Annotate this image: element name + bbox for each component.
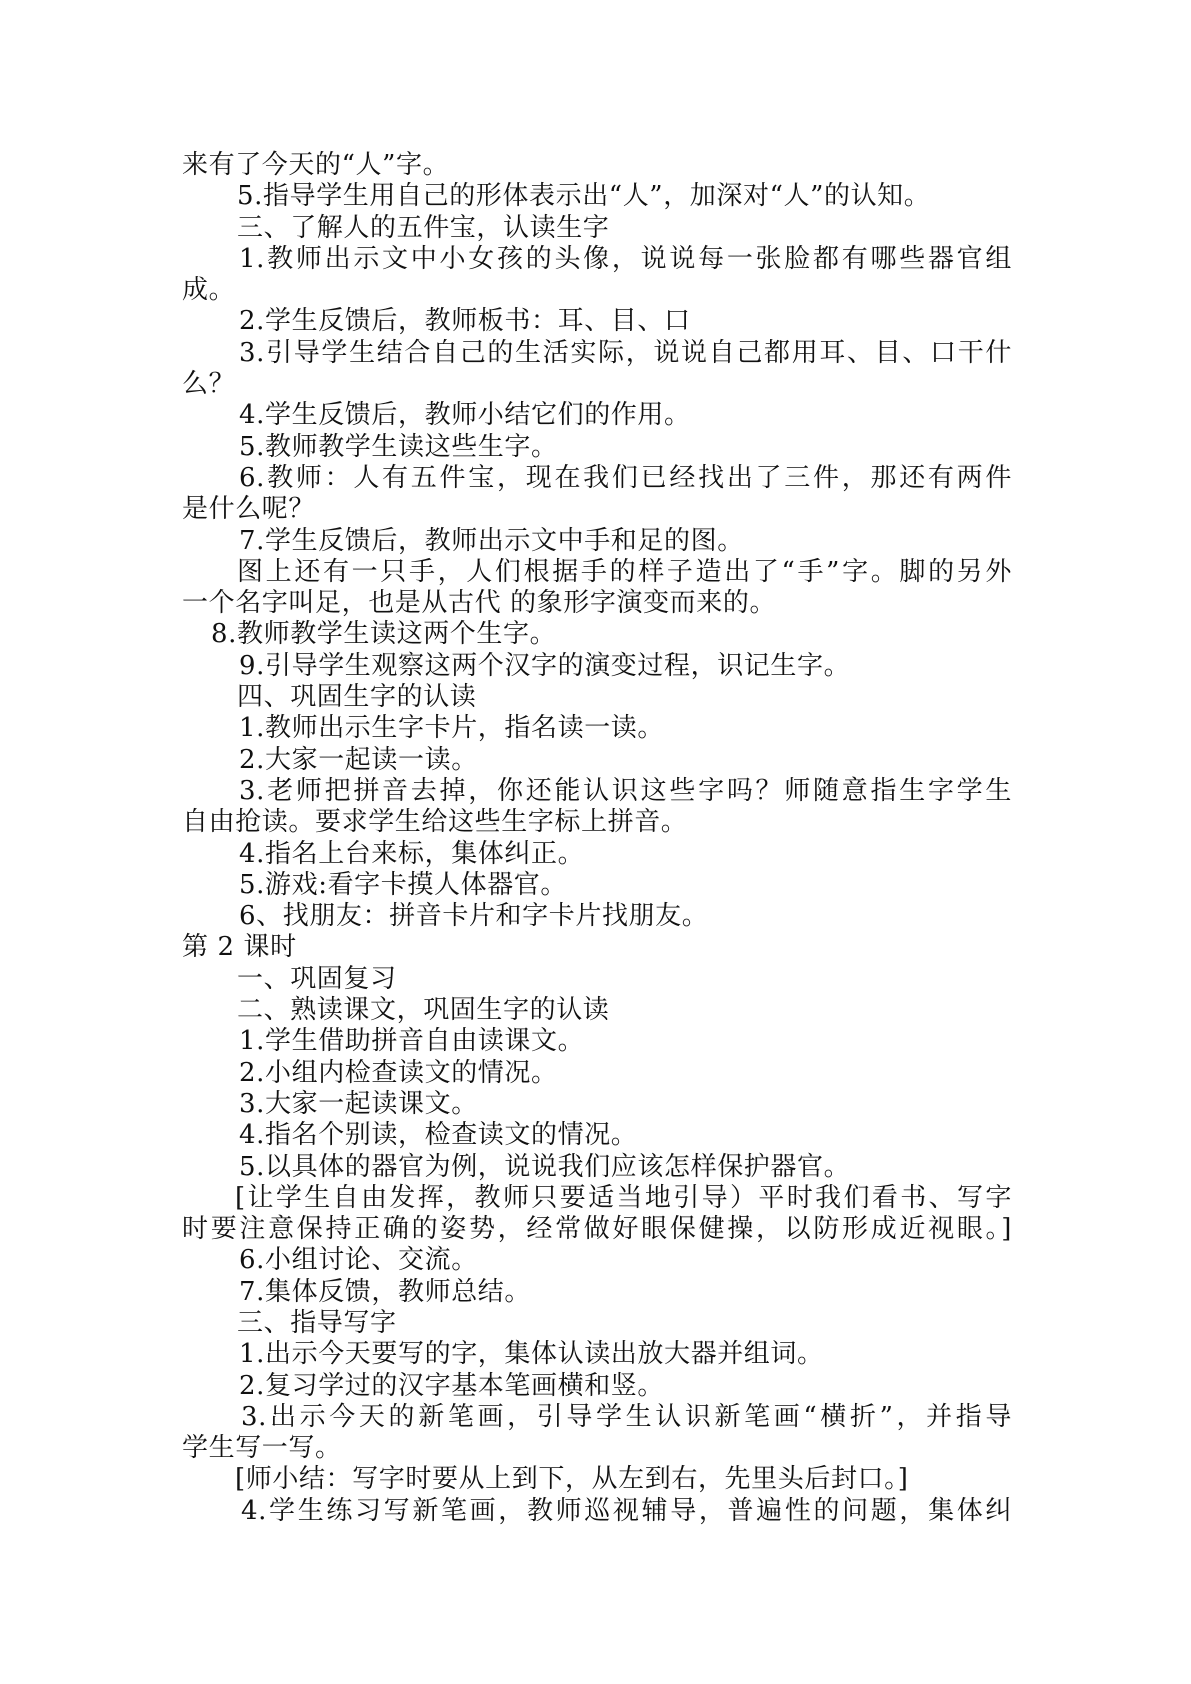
text-line: 2.复习学过的汉字基本笔画横和竖。 [239, 1370, 665, 1401]
text-line: 5.以具体的器官为例，说说我们应该怎样保护器官。 [239, 1151, 851, 1182]
text-line: 1.学生借助拼音自由读课文。 [239, 1026, 585, 1057]
text-line: 2.小组内检查读文的情况。 [239, 1057, 558, 1088]
section-heading: 二、熟读课文，巩固生字的认读 [237, 995, 610, 1026]
text-line: [师小结：写字时要从上到下，从左到右，先里头后封口。] [235, 1464, 909, 1495]
text-line: 3.老师把拼音去掉，你还能认识这些字吗？师随意指生字学生 [239, 775, 1012, 806]
text-line: 3.出示今天的新笔画，引导学生认识新笔画“横折”，并指导 [241, 1401, 1012, 1432]
text-line: 6.教师：人有五件宝，现在我们已经找出了三件，那还有两件 [239, 462, 1012, 493]
section-heading: 三、了解人的五件宝，认读生字 [237, 212, 610, 243]
lesson-heading: 第 2 课时 [182, 932, 297, 963]
text-line: 4.学生反馈后，教师小结它们的作用。 [239, 400, 691, 431]
text-line: 来有了今天的“人”字。 [182, 150, 450, 180]
text-line: 8.教师教学生读这两个生字。 [211, 619, 557, 650]
text-line: 时要注意保持正确的姿势，经常做好眼保健操，以防形成近视眼。] [182, 1214, 1012, 1245]
text-line: 1.出示今天要写的字，集体认读出放大器并组词。 [239, 1339, 824, 1370]
text-line: 5.指导学生用自己的形体表示出“人”，加深对“人”的认知。 [237, 181, 931, 212]
text-line: 4.指名个别读，检查读文的情况。 [239, 1120, 638, 1151]
text-line: 6、找朋友：拼音卡片和字卡片找朋友。 [239, 901, 709, 932]
section-heading: 四、巩固生字的认读 [237, 682, 477, 713]
text-line: 成。 [182, 275, 236, 306]
text-line: 3.引导学生结合自己的生活实际，说说自己都用耳、目、口干什 [239, 337, 1012, 368]
text-line: 1.教师出示生字卡片，指名读一读。 [239, 713, 665, 744]
section-heading: 三、指导写字 [237, 1307, 397, 1338]
text-line: 3.大家一起读课文。 [239, 1088, 478, 1119]
section-heading: 一、巩固复习 [237, 963, 397, 994]
text-line: 4.指名上台来标，集体纠正。 [239, 838, 585, 869]
text-line: 2.大家一起读一读。 [239, 744, 478, 775]
text-line: 5.游戏:看字卡摸人体器官。 [239, 869, 567, 900]
text-line: 7.集体反馈，教师总结。 [239, 1276, 532, 1307]
text-line: 2.学生反馈后，教师板书：耳、目、口 [239, 306, 691, 337]
text-body [182, 150, 1012, 1527]
text-line: 7.学生反馈后，教师出示文中手和足的图。 [239, 525, 744, 556]
text-line: 4.学生练习写新笔画，教师巡视辅导，普遍性的问题，集体纠 [241, 1495, 1012, 1526]
text-line: 么？ [182, 369, 236, 400]
text-line: [让学生自由发挥，教师只要适当地引导）平时我们看书、写字 [235, 1182, 1012, 1213]
text-line: 9.引导学生观察这两个汉字的演变过程，识记生字。 [239, 650, 851, 681]
text-line: 图上还有一只手，人们根据手的样子造出了“手”字。脚的另外 [237, 556, 1012, 587]
text-line: 6.小组讨论、交流。 [239, 1245, 478, 1276]
text-line: 1.教师出示文中小女孩的头像，说说每一张脸都有哪些器官组 [239, 243, 1012, 274]
text-line: 是什么呢？ [182, 494, 316, 525]
text-line: 学生写一写。 [182, 1433, 342, 1464]
text-line: 一个名字叫足，也是从古代 的象形字演变而来的。 [182, 588, 777, 619]
text-line: 自由抢读。要求学生给这些生字标上拼音。 [182, 807, 688, 838]
text-line: 5.教师教学生读这些生字。 [239, 431, 558, 462]
